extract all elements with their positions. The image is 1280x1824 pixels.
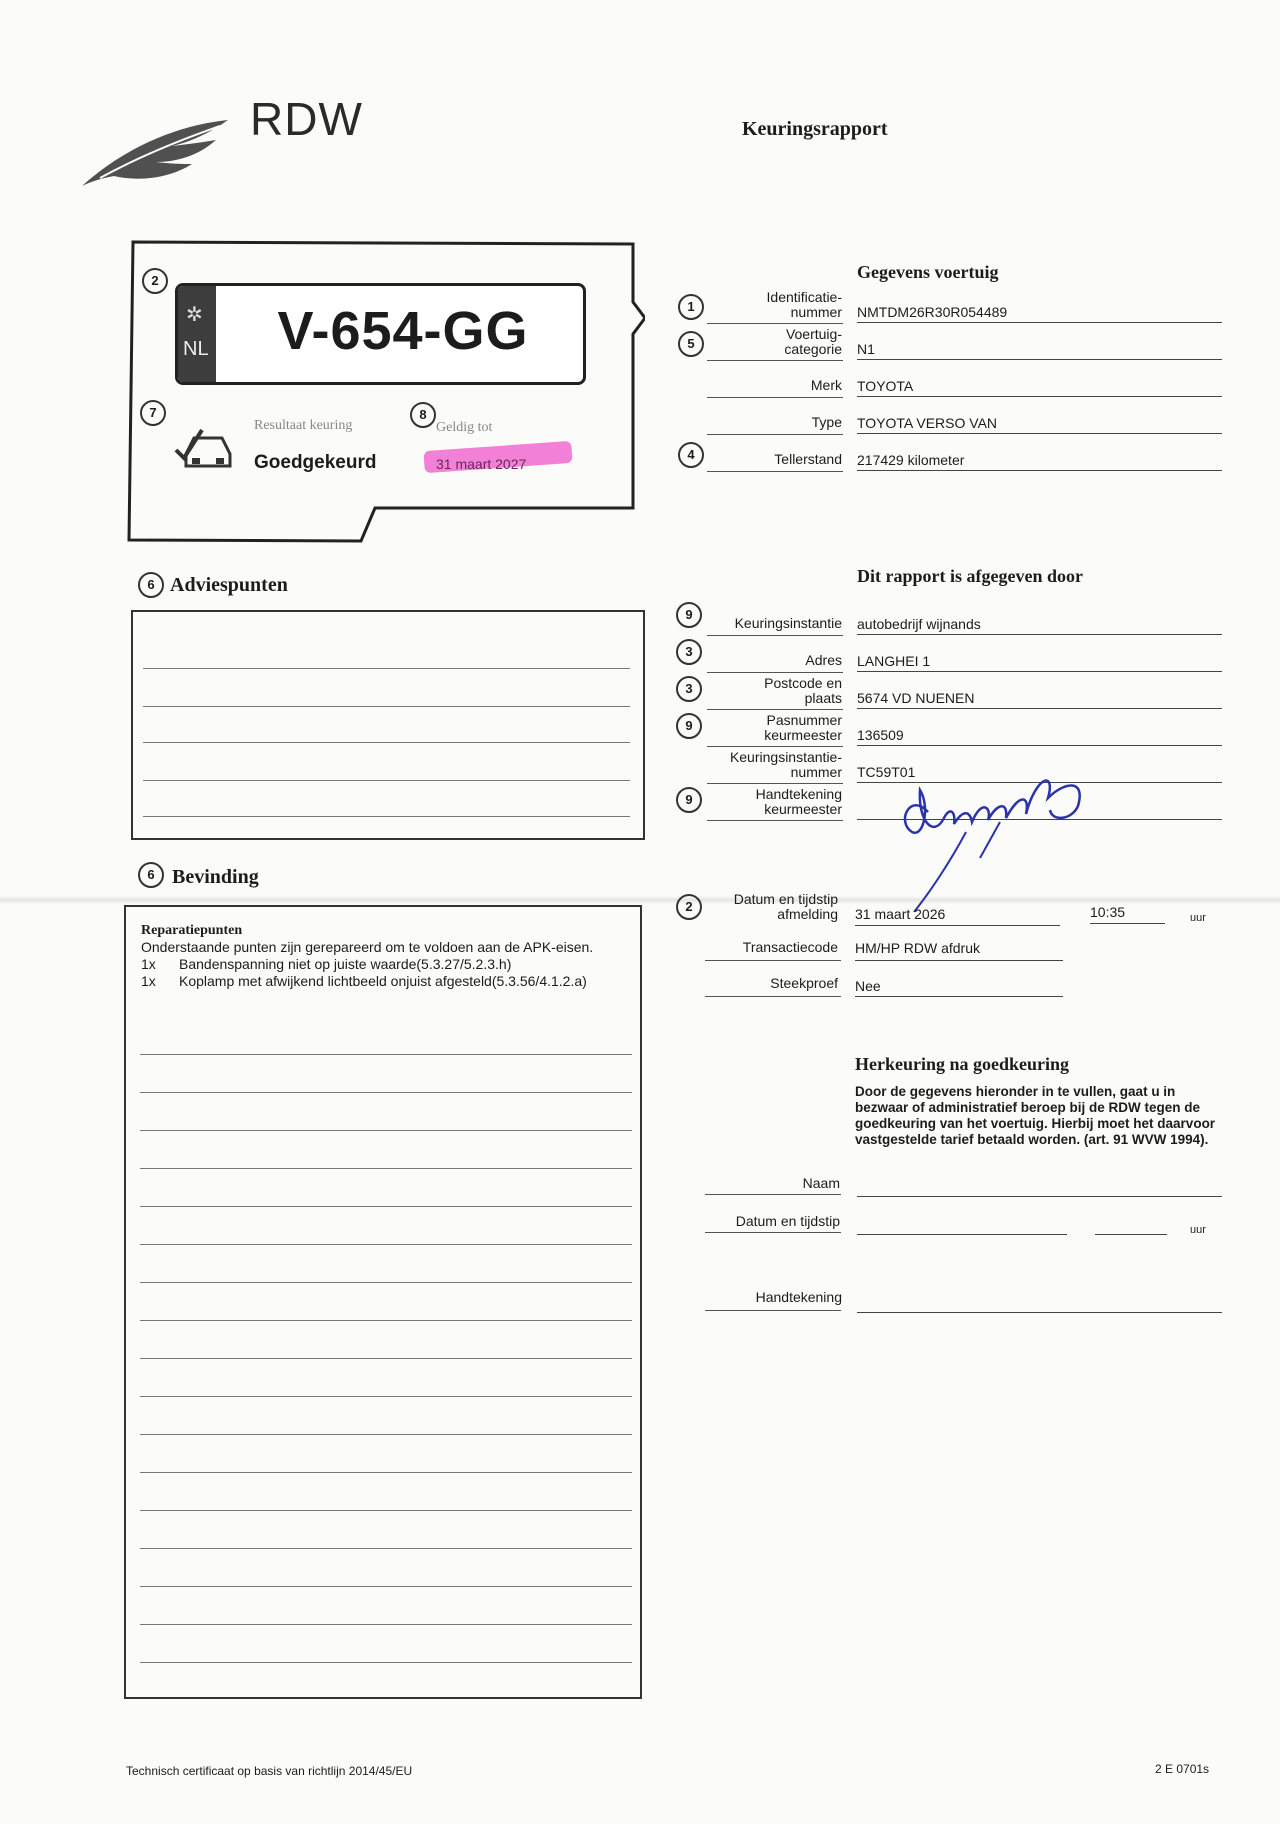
bevinding-rule <box>140 1434 632 1435</box>
issuer-heading: Dit rapport is afgegeven door <box>857 566 1083 586</box>
marker-2: 2 <box>142 268 168 294</box>
bevinding-rule <box>140 1548 632 1549</box>
issuer-field-label-line <box>707 783 843 784</box>
line-dat <box>857 1234 1067 1235</box>
line-time2 <box>1095 1234 1167 1235</box>
issuer-field-value: 136509 <box>857 727 904 743</box>
bevinding-rule <box>140 1282 632 1283</box>
issuer-field-value: 5674 VD NUENEN <box>857 690 975 706</box>
result-label: Resultaat keuring <box>254 418 353 433</box>
marker-6b: 6 <box>138 862 164 888</box>
repair-item <box>141 973 631 990</box>
issuer-field-value-line <box>857 634 1222 635</box>
bevinding-rule <box>140 1054 632 1055</box>
marker-2b: 2 <box>676 894 702 920</box>
repair-item <box>141 956 631 973</box>
vehicle-field-value-line <box>857 470 1222 471</box>
bevinding-rule <box>140 1168 632 1169</box>
line-naam <box>857 1196 1222 1197</box>
vehicle-field-label-line <box>707 360 843 361</box>
bevinding-rule <box>140 1510 632 1511</box>
vehicle-field-marker: 4 <box>678 442 704 468</box>
vehicle-field-label-line <box>707 323 843 324</box>
uur-label: uur <box>1190 912 1206 924</box>
bevinding-rule <box>140 1396 632 1397</box>
result-value: Goedgekeurd <box>254 452 377 473</box>
document-title: Keuringsrapport <box>742 118 888 140</box>
line-steek-l <box>705 996 841 997</box>
vehicle-field-value: NMTDM26R30R054489 <box>857 304 1008 320</box>
line-dat-l <box>705 1232 841 1233</box>
bevinding-rule <box>140 1624 632 1625</box>
advies-rule <box>143 816 630 817</box>
vehicle-field-label-line <box>707 397 843 398</box>
herkeuring-text: Door de gegevens hieronder in te vullen, gaat u in bezwaar of administratief beroep bij de RDW tegen de goedkeuring van het voertuig. Hierbij moet het daarvoor vastgestelde tarief betaald worden. (art. 91 WVW 1994). <box>855 1084 1216 1147</box>
issuer-field-value: TC59T01 <box>857 764 916 780</box>
bevinding-rule <box>140 1206 632 1207</box>
issuer-field-label-line <box>707 746 843 747</box>
time-value: 10:35 <box>1090 904 1126 920</box>
issuer-field-label-line <box>707 709 843 710</box>
issuer-field-value: autobedrijf wijnands <box>857 616 981 632</box>
plate-country: NL <box>183 338 209 360</box>
vehicle-field-value-line <box>857 359 1222 360</box>
valid-value: 31 maart 2027 <box>436 456 527 472</box>
naam-label: Naam <box>802 1175 840 1191</box>
bevinding-rule <box>140 1662 632 1663</box>
repair-text: Koplamp met afwijkend lichtbeeld onjuist afgesteld(5.3.56/4.1.2.a) <box>179 973 587 989</box>
eu-stars-icon: ✲ <box>186 304 203 326</box>
bevinding-rule <box>140 1092 632 1093</box>
datum-afmelding-value: 31 maart 2026 <box>855 906 946 922</box>
issuer-field-value-line <box>857 671 1222 672</box>
vehicle-heading: Gegevens voertuig <box>857 262 999 282</box>
footer-left: Technisch certificaat op basis van richtlijn 2014/45/EU <box>126 1764 413 1778</box>
bevinding-rule <box>140 1320 632 1321</box>
vehicle-field-marker: 1 <box>678 294 704 320</box>
advies-rule <box>143 706 630 707</box>
advies-heading: Adviespunten <box>170 574 288 596</box>
vehicle-field-value: N1 <box>857 341 875 357</box>
car-check-icon <box>172 420 242 472</box>
repair-heading: Reparatiepunten <box>141 923 243 938</box>
vehicle-field-value-line <box>857 322 1222 323</box>
steek-value: Nee <box>855 978 881 994</box>
marker-8: 8 <box>410 402 436 428</box>
line-hand-l <box>705 1310 841 1311</box>
vehicle-field-marker: 5 <box>678 331 704 357</box>
issuer-field-label: Pasnummer keurmeester <box>764 712 842 743</box>
repair-intro: Onderstaande punten zijn gerepareerd om te voldoen aan de APK-eisen. <box>141 939 594 955</box>
line-steek <box>855 996 1063 997</box>
uur-label-2: uur <box>1190 1224 1206 1236</box>
bevinding-box <box>124 905 642 1699</box>
line-naam-l <box>705 1194 841 1195</box>
line-datum <box>855 925 1060 926</box>
marker-6a: 6 <box>138 572 164 598</box>
vehicle-field-value-line <box>857 433 1222 434</box>
vehicle-field-label-line <box>707 434 843 435</box>
issuer-field-label: Keuringsinstantie- nummer <box>729 749 842 780</box>
issuer-field-label: Adres <box>805 652 842 668</box>
vehicle-field-value: TOYOTA VERSO VAN <box>857 415 998 431</box>
valid-label: Geldig tot <box>436 420 493 435</box>
issuer-field-value-line <box>857 708 1222 709</box>
issuer-field-marker: 3 <box>676 639 702 665</box>
issuer-field-marker: 9 <box>676 787 702 813</box>
plate-number: V-654-GG <box>277 301 529 361</box>
brand-name: RDW <box>250 93 363 145</box>
repair-qty: 1x <box>141 956 156 972</box>
bevinding-rule <box>140 1472 632 1473</box>
advies-rule <box>143 668 630 669</box>
eu-band <box>178 286 216 382</box>
datum-tijdstip-label: Datum en tijdstip <box>735 1213 840 1229</box>
line-trans <box>855 960 1063 961</box>
vehicle-field-value: 217429 kilometer <box>857 452 965 468</box>
steek-label: Steekproef <box>770 975 838 991</box>
herkeuring-heading: Herkeuring na goedkeuring <box>855 1054 1070 1074</box>
vehicle-field-value-line <box>857 396 1222 397</box>
vehicle-field-value: TOYOTA <box>857 378 914 394</box>
advies-rule <box>143 742 630 743</box>
bevinding-rule <box>140 1358 632 1359</box>
issuer-field-value: LANGHEI 1 <box>857 653 931 669</box>
trans-value: HM/HP RDW afdruk <box>855 940 980 956</box>
vehicle-field-label-line <box>707 471 843 472</box>
vehicle-field-label: Tellerstand <box>774 451 842 467</box>
bevinding-heading: Bevinding <box>172 866 259 888</box>
line-hand <box>857 1312 1222 1313</box>
vehicle-field-label: Voertuig- categorie <box>784 326 842 357</box>
issuer-field-marker: 9 <box>676 713 702 739</box>
bevinding-rule <box>140 1586 632 1587</box>
marker-7: 7 <box>140 400 166 426</box>
datum-afmelding-label: Datum en tijdstip afmelding <box>733 891 838 922</box>
bevinding-rule <box>140 1244 632 1245</box>
issuer-field-label: Handtekening keurmeester <box>755 786 842 817</box>
license-plate <box>175 283 586 385</box>
issuer-field-label: Postcode en plaats <box>764 675 842 706</box>
issuer-field-value-line <box>857 745 1222 746</box>
repair-text: Bandenspanning niet op juiste waarde(5.3.27/5.2.3.h) <box>179 956 512 972</box>
line-time <box>1090 923 1165 924</box>
repair-block <box>141 922 631 990</box>
issuer-field-marker: 9 <box>676 602 702 628</box>
bevinding-rule <box>140 1130 632 1131</box>
vehicle-field-label: Merk <box>810 377 842 393</box>
vehicle-field-label: Identificatie- nummer <box>766 289 842 320</box>
line-trans-l <box>705 960 841 961</box>
advies-box <box>131 610 645 840</box>
issuer-field-label-line <box>707 672 843 673</box>
issuer-field-label: Keuringsinstantie <box>734 615 842 631</box>
issuer-field-label-line <box>707 635 843 636</box>
trans-label: Transactiecode <box>742 939 838 955</box>
footer-right: 2 E 0701s <box>1155 1762 1210 1776</box>
signature-icon <box>880 762 1120 912</box>
issuer-field-marker: 3 <box>676 676 702 702</box>
vehicle-field-label: Type <box>811 414 842 430</box>
advies-rule <box>143 780 630 781</box>
handtekening-label: Handtekening <box>755 1289 842 1305</box>
issuer-field-label-line <box>707 820 843 821</box>
repair-qty: 1x <box>141 973 156 989</box>
rdw-logo-icon <box>80 112 230 190</box>
